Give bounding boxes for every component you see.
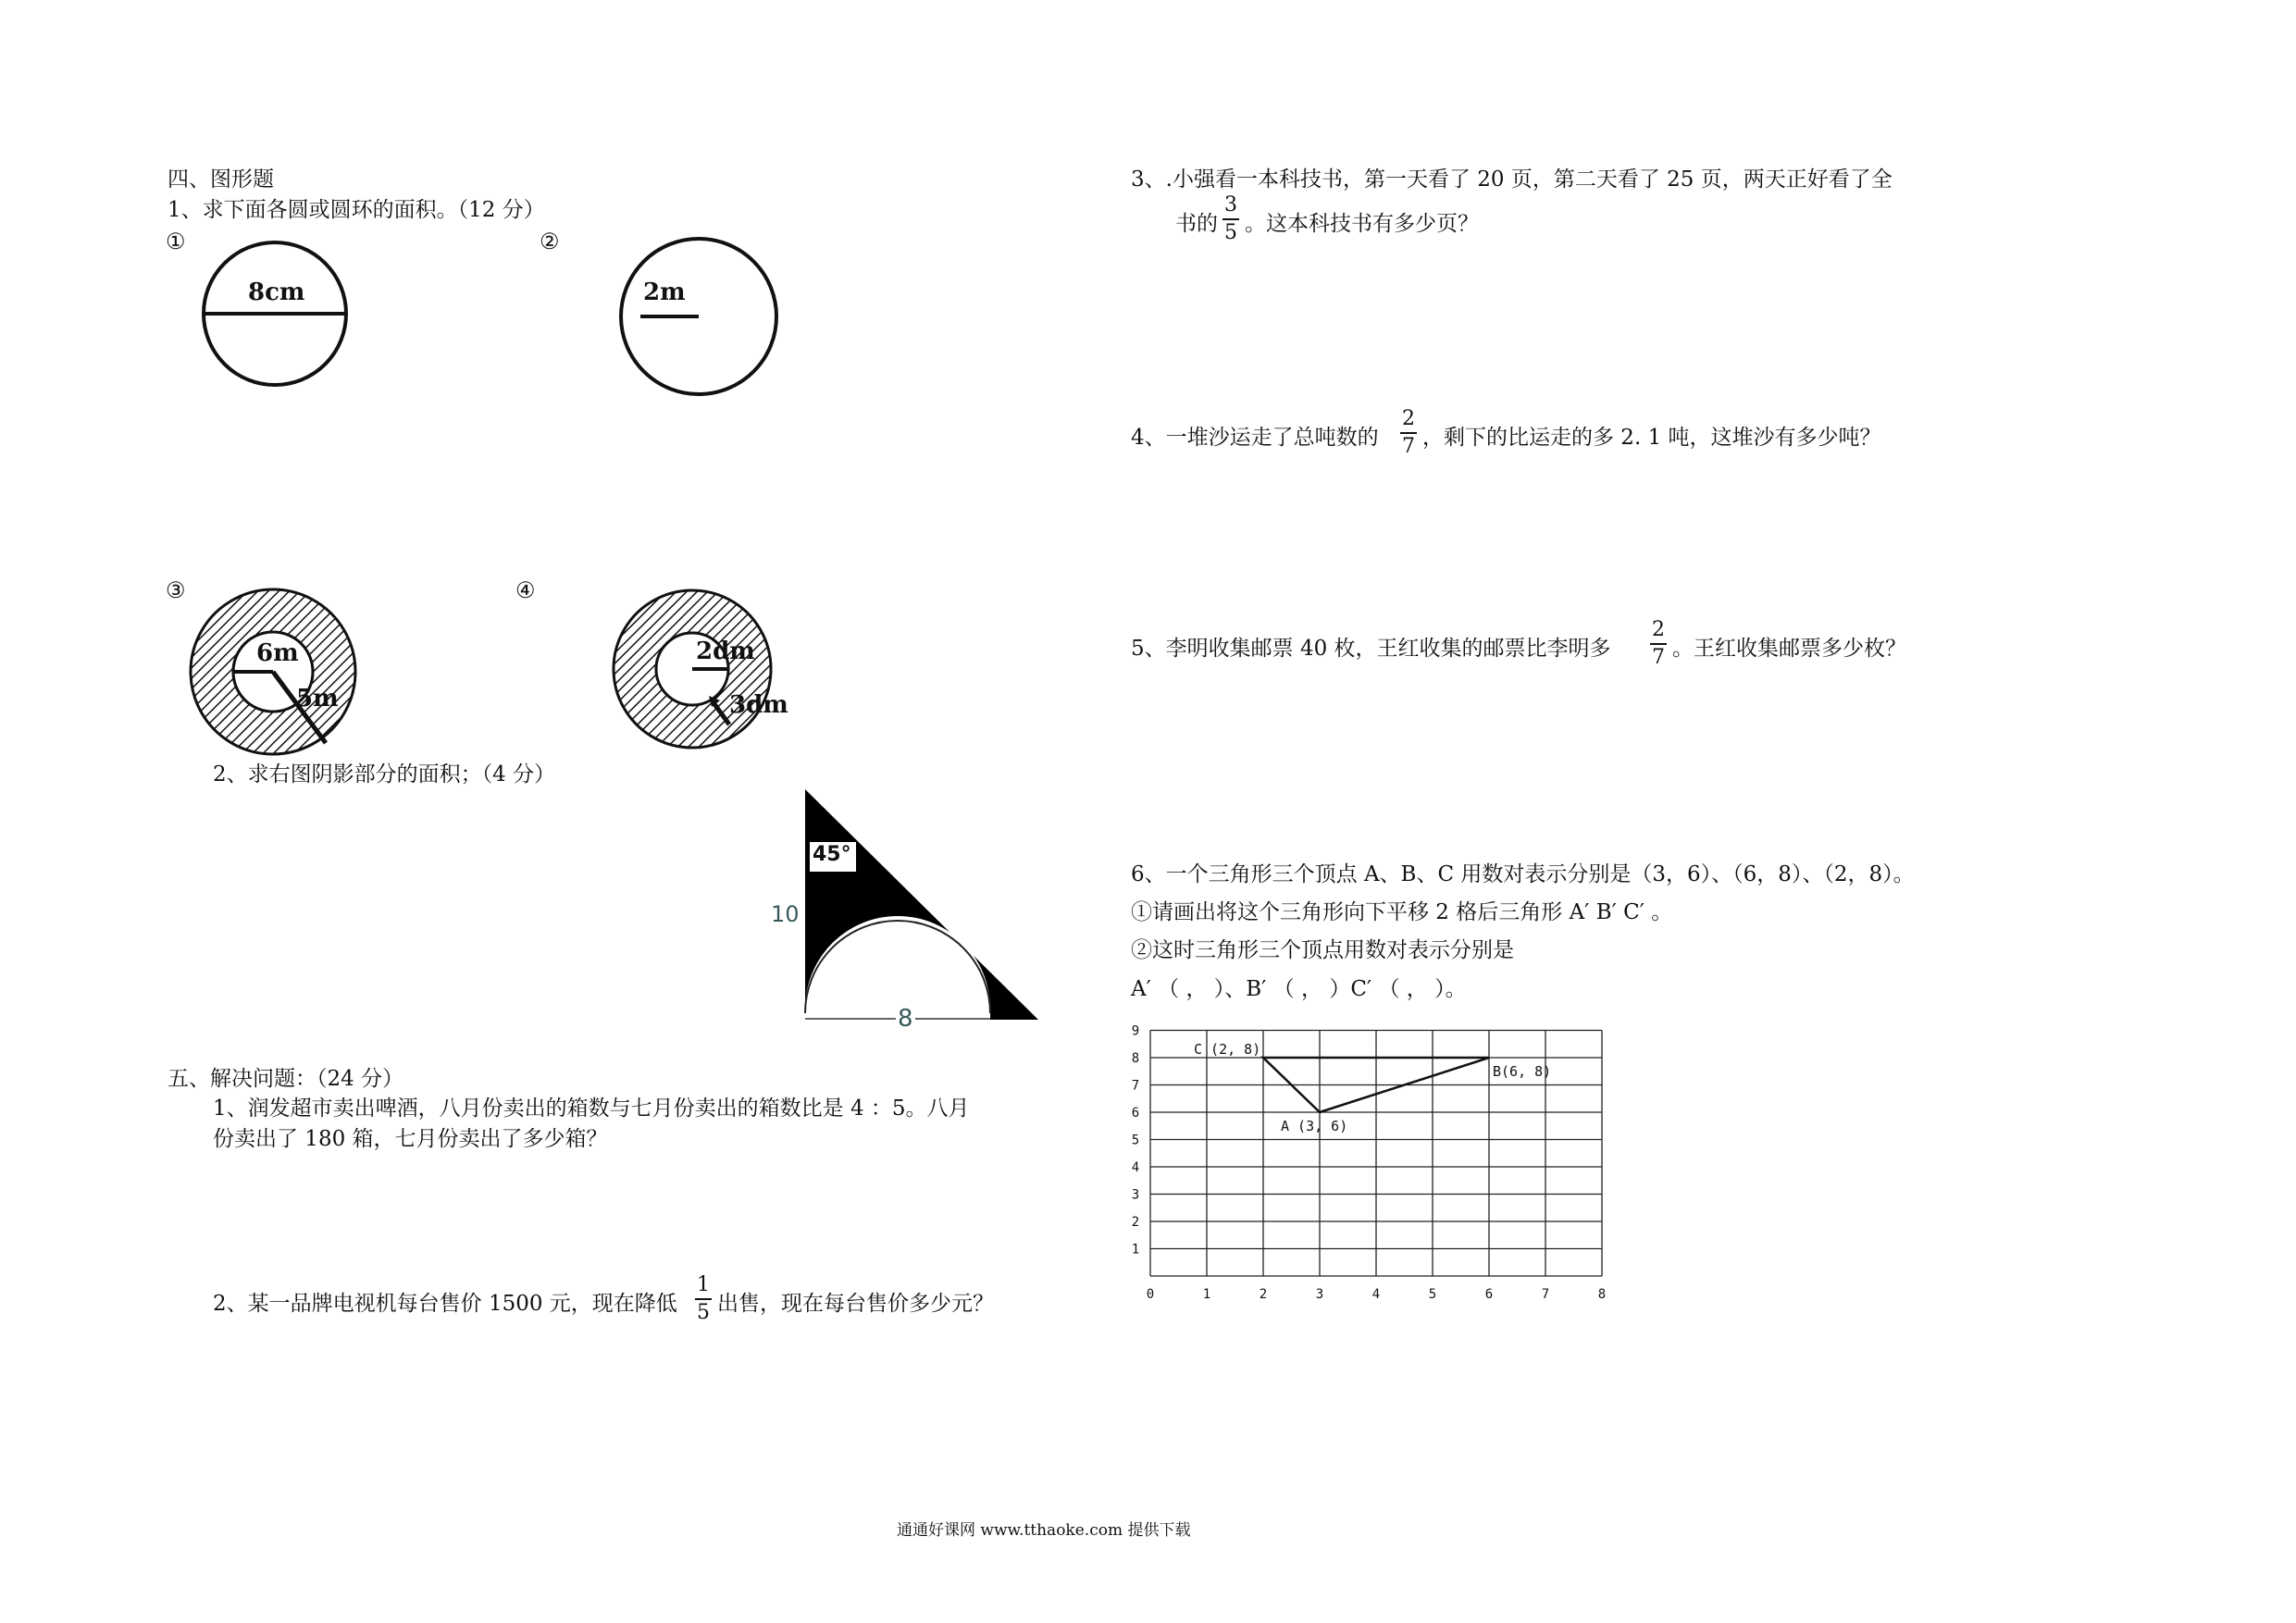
y-tick-label: 2 xyxy=(1131,1215,1140,1230)
fraction-denominator: 5 xyxy=(1224,221,1237,244)
section5-title: 五、解决问题：（24 分） xyxy=(168,1067,404,1091)
x-tick-label: 5 xyxy=(1428,1287,1437,1302)
x-tick-label: 0 xyxy=(1146,1287,1155,1302)
fraction-denominator: 7 xyxy=(1652,646,1665,669)
x-tick-label: 8 xyxy=(1597,1287,1607,1302)
x-tick-label: 7 xyxy=(1541,1287,1550,1302)
q6-line4: A′ （ ， ）、B′ （ ， ）C′ （ ， ）。 xyxy=(1131,977,1467,1001)
q4-after: ，剩下的比运走的多 2. 1 吨，这堆沙有多少吨？ xyxy=(1422,426,1881,450)
footer-text: 通通好课网 www.tthaoke.com 提供下载 xyxy=(897,1521,1191,1540)
point-b-label: B(6, 8) xyxy=(1493,1063,1552,1080)
figure1-diameter-label: 8cm xyxy=(248,279,305,306)
fraction-numerator: 2 xyxy=(1400,409,1417,434)
q4-before: 4、一堆沙运走了总吨数的 xyxy=(1131,426,1379,450)
fraction-numerator: 3 xyxy=(1222,195,1239,220)
x-tick-label: 6 xyxy=(1484,1287,1494,1302)
fraction-denominator: 7 xyxy=(1402,435,1415,458)
point-c-label: C (2, 8) xyxy=(1194,1041,1261,1058)
y-tick-label: 4 xyxy=(1131,1160,1140,1175)
q5-fraction xyxy=(1650,620,1667,668)
triangle-base-label: 8 xyxy=(898,1005,913,1033)
figure1-marker: ① xyxy=(166,229,186,254)
x-tick-label: 3 xyxy=(1315,1287,1324,1302)
y-tick-label: 8 xyxy=(1131,1051,1140,1066)
figure3-outer-label: 5m xyxy=(296,685,339,712)
triangle-figure xyxy=(0,0,9,9)
q4-fraction xyxy=(1400,409,1417,457)
q3-fraction xyxy=(1222,195,1239,243)
figure3-inner-label: 6m xyxy=(256,639,299,667)
figure4-outer-label: 3dm xyxy=(729,691,788,719)
figure4-inner-label: 2dm xyxy=(696,638,755,665)
q3-after: 。这本科技书有多少页？ xyxy=(1245,212,1479,236)
fraction-numerator: 1 xyxy=(695,1275,712,1300)
y-tick-label: 9 xyxy=(1131,1023,1140,1039)
point-a-label: A (3, 6) xyxy=(1281,1118,1348,1134)
y-tick-label: 5 xyxy=(1131,1133,1140,1148)
q3-line1: 3、.小强看一本科技书，第一天看了 20 页，第二天看了 25 页，两天正好看了全 xyxy=(1131,167,1893,192)
section5-q2-after: 出售，现在每台售价多少元？ xyxy=(717,1292,994,1316)
y-tick-label: 1 xyxy=(1131,1242,1140,1258)
x-tick-label: 4 xyxy=(1371,1287,1381,1302)
q6-line2: ①请画出将这个三角形向下平移 2 格后三角形 A′ B′ C′ 。 xyxy=(1131,900,1673,924)
section4-title: 四、图形题 xyxy=(168,167,274,192)
figure3-marker: ③ xyxy=(166,577,186,603)
q6-line3: ②这时三角形三个顶点用数对表示分别是 xyxy=(1131,938,1514,962)
x-tick-label: 1 xyxy=(1202,1287,1211,1302)
y-tick-label: 7 xyxy=(1131,1078,1140,1094)
figure3-ring xyxy=(191,589,355,754)
figure2-radius-label: 2m xyxy=(643,279,686,306)
section4-q2-text: 2、求右图阴影部分的面积；（4 分） xyxy=(213,762,556,787)
q3-before: 书的 xyxy=(1175,212,1218,236)
x-tick-label: 2 xyxy=(1259,1287,1268,1302)
figure4-ring xyxy=(614,590,771,748)
q5-after: 。王红收集邮票多少枚？ xyxy=(1672,637,1906,661)
section5-q2-before: 2、某一品牌电视机每台售价 1500 元，现在降低 xyxy=(213,1292,677,1316)
coordinate-grid xyxy=(1111,1018,1629,1314)
q6-line1: 6、一个三角形三个顶点 A、B、C 用数对表示分别是（3，6）、（6，8）、（2，8）。 xyxy=(1131,862,1915,886)
q5-before: 5、李明收集邮票 40 枚，王红收集的邮票比李明多 xyxy=(1131,637,1611,661)
y-tick-label: 6 xyxy=(1131,1106,1140,1121)
fraction-numerator: 2 xyxy=(1650,620,1667,645)
fraction-denominator: 5 xyxy=(697,1301,710,1324)
figure4-marker: ④ xyxy=(515,577,536,603)
section4-q1-text: 1、求下面各圆或圆环的面积。（12 分） xyxy=(168,198,545,222)
triangle-angle-label: 45° xyxy=(813,843,851,866)
triangle-height-label: 10 xyxy=(771,901,800,927)
section5-q1-line1: 1、润发超市卖出啤酒，八月份卖出的箱数与七月份卖出的箱数比是 4 ：5。八月 xyxy=(213,1096,970,1121)
y-tick-label: 3 xyxy=(1131,1187,1140,1203)
section5-q1-line2: 份卖出了 180 箱，七月份卖出了多少箱？ xyxy=(213,1127,608,1151)
section5-q2-fraction xyxy=(695,1275,712,1323)
figure2-marker: ② xyxy=(540,229,560,254)
